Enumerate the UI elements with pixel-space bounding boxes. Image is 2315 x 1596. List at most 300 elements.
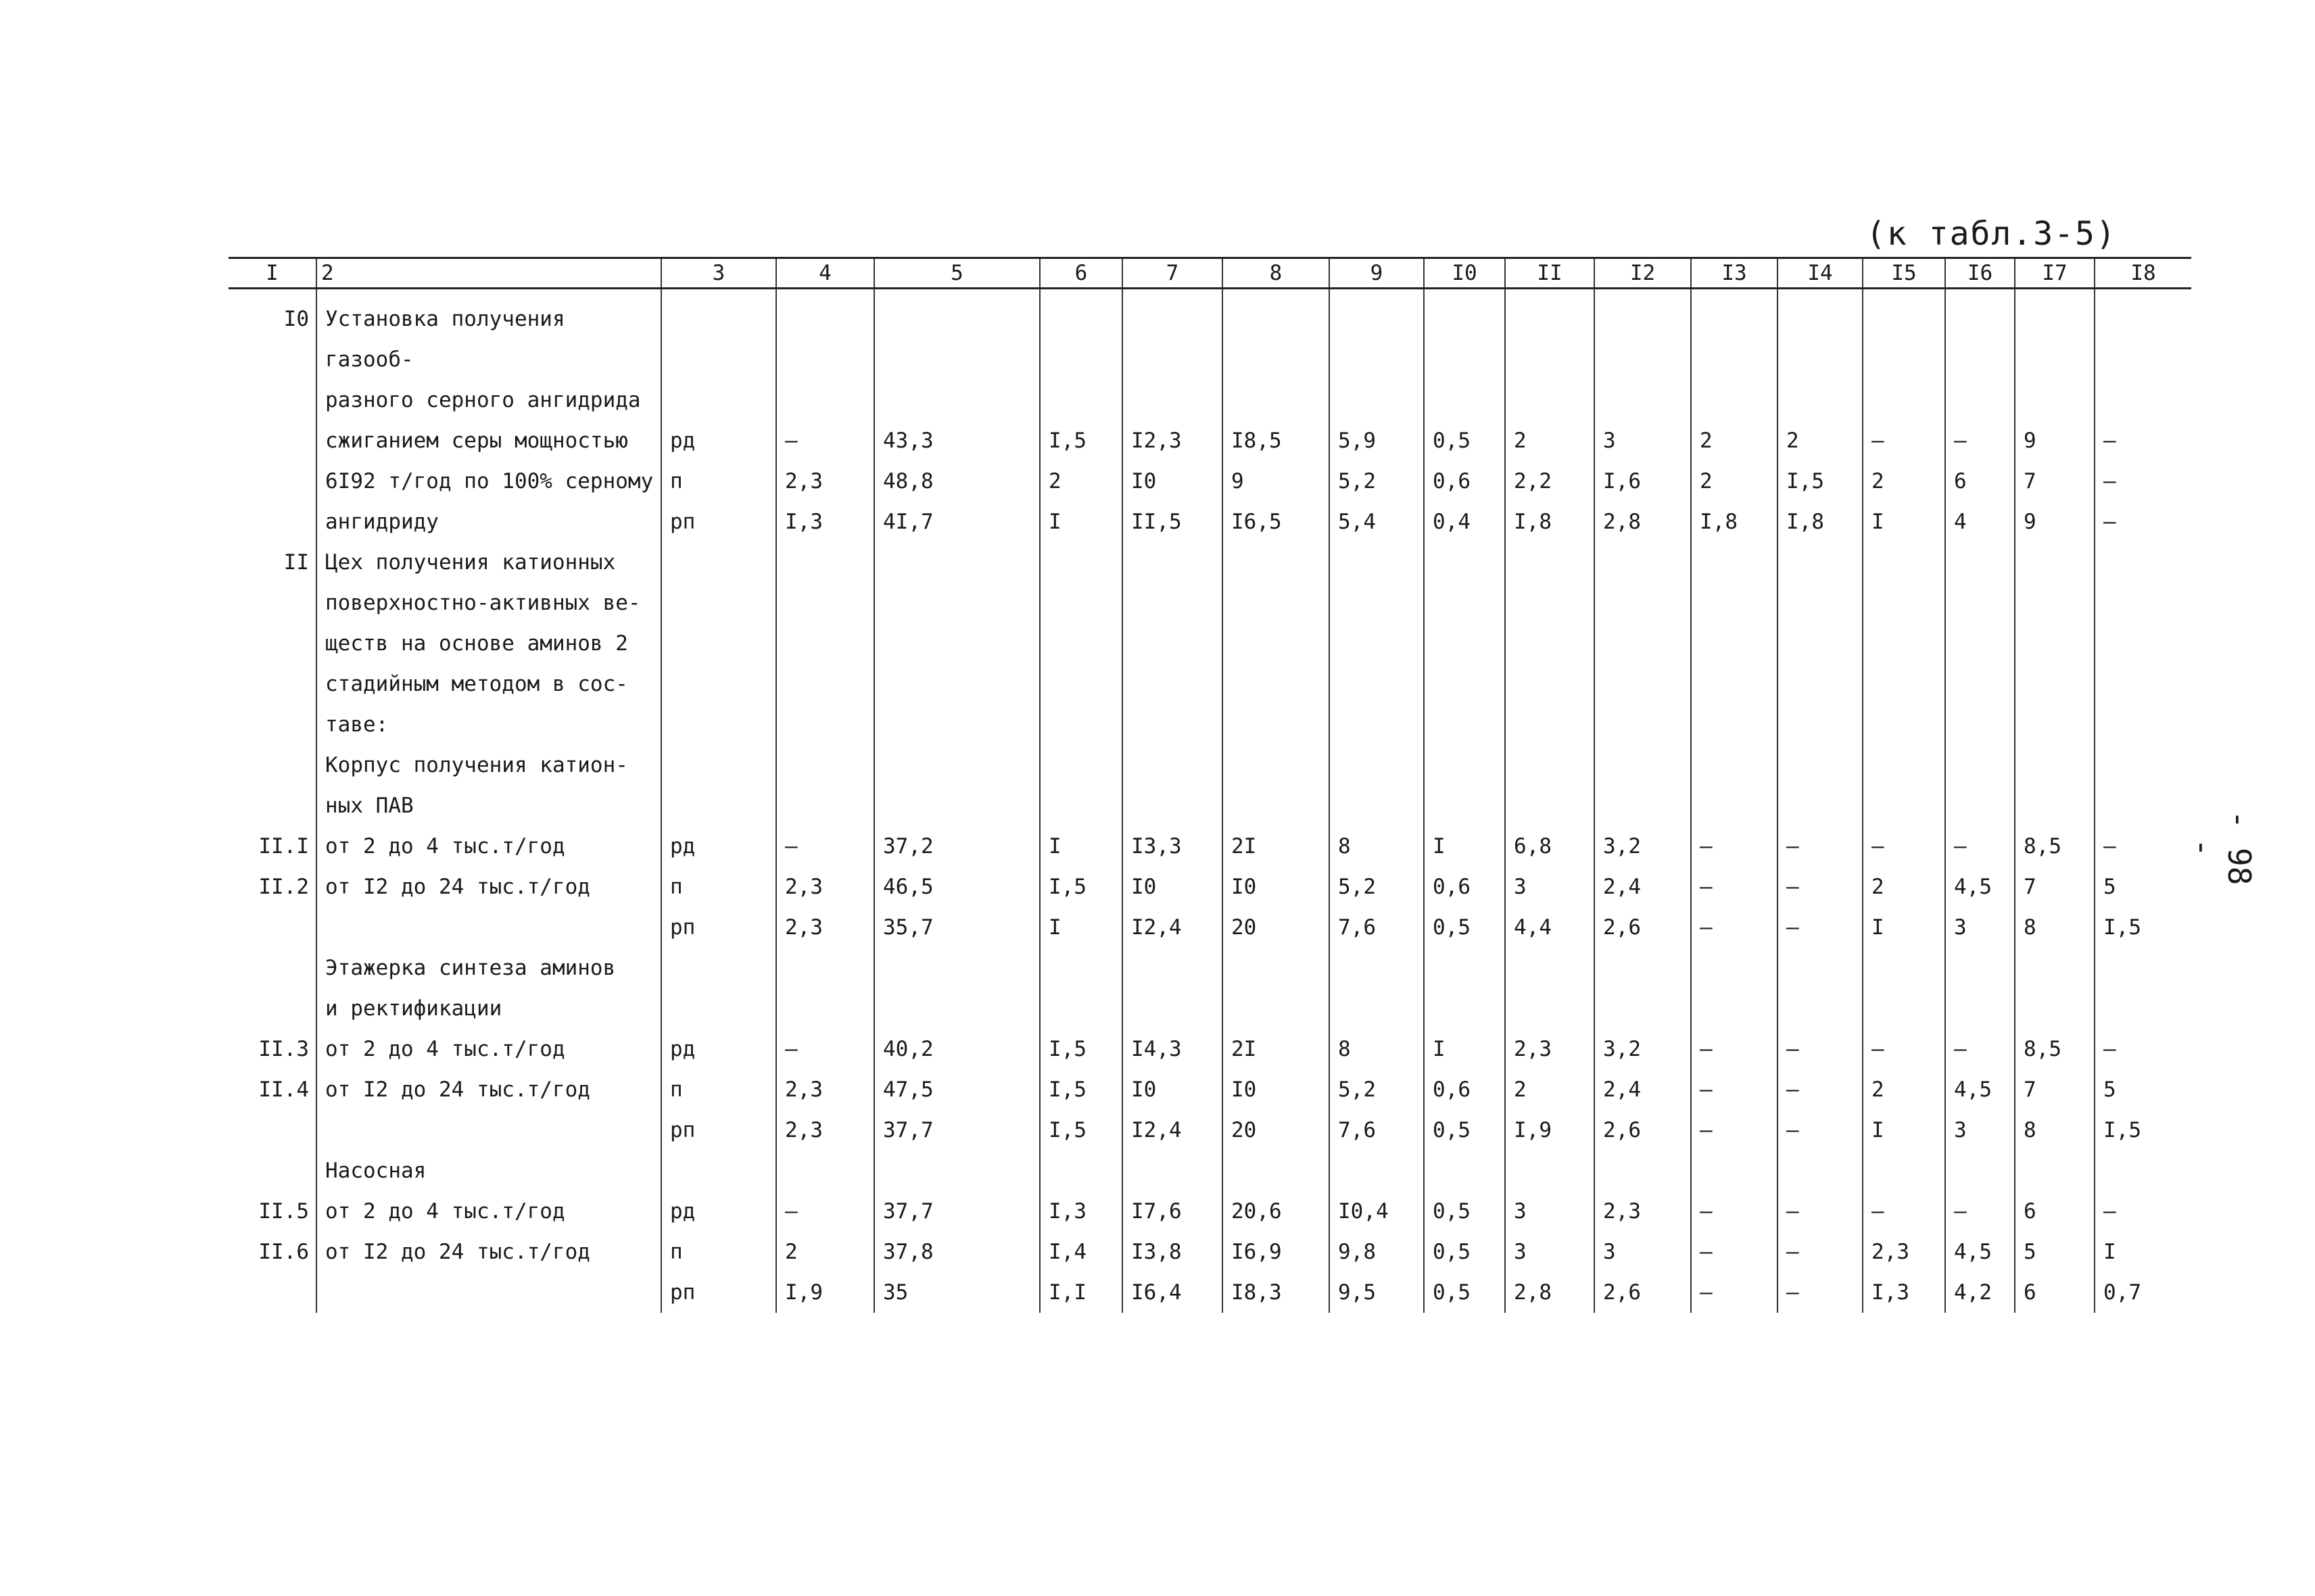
value-cell: 9 [2015, 420, 2095, 461]
value-cell: 7,6 [1329, 907, 1424, 948]
value-cell: 4,5 [1945, 867, 2015, 907]
spacer-cell [1691, 289, 1777, 299]
row-description: от 2 до 4 тыс.т/год [316, 826, 661, 867]
value-cell: 2,4 [1594, 867, 1691, 907]
value-cell: 0,5 [1424, 1272, 1505, 1313]
value-cell: 3 [1505, 1191, 1594, 1232]
value-cell: 48,8 [874, 461, 1040, 502]
value-cell: рд [661, 1029, 776, 1069]
value-cell: I,9 [776, 1272, 874, 1313]
value-cell: 8 [1329, 826, 1424, 867]
empty-cell [1691, 542, 1777, 826]
empty-cell [661, 1151, 776, 1191]
value-cell: I,5 [1040, 1069, 1122, 1110]
row-description [316, 907, 661, 948]
empty-cell [874, 1151, 1040, 1191]
value-cell: I,5 [1040, 867, 1122, 907]
value-cell: – [1945, 1029, 2015, 1069]
row-number: II.5 [258, 1199, 309, 1224]
value-cell: II,5 [1122, 502, 1222, 542]
row-description: сжиганием серы мощностью [316, 420, 661, 461]
value-cell: I0 [1222, 1069, 1329, 1110]
row-number: II.I [258, 834, 309, 859]
spacer-cell [2095, 289, 2191, 299]
value-cell: п [661, 1232, 776, 1272]
empty-cell [1863, 542, 1945, 826]
value-cell: – [2095, 826, 2191, 867]
value-cell: – [1863, 1191, 1945, 1232]
value-cell: – [1777, 1272, 1863, 1313]
table-body [229, 289, 2191, 1313]
value-cell: – [2095, 1191, 2191, 1232]
spacer-cell [1329, 289, 1424, 299]
empty-cell [1945, 1151, 2015, 1191]
empty-cell [1777, 299, 1863, 420]
value-cell: рд [661, 420, 776, 461]
value-cell: 20 [1222, 1110, 1329, 1151]
empty-cell [1040, 948, 1122, 1029]
value-cell: 37,2 [874, 826, 1040, 867]
value-cell: рп [661, 1110, 776, 1151]
value-cell: 2 [1040, 461, 1122, 502]
empty-cell [1505, 948, 1594, 1029]
row-number [229, 948, 316, 1029]
value-cell: I [2095, 1232, 2191, 1272]
value-cell: 2,2 [1505, 461, 1594, 502]
value-cell: 8,5 [2015, 826, 2095, 867]
row-description: от I2 до 24 тыс.т/год [316, 867, 661, 907]
value-cell: 0,6 [1424, 867, 1505, 907]
empty-cell [874, 542, 1040, 826]
value-cell: 2,6 [1594, 1272, 1691, 1313]
spacer-cell [1777, 289, 1863, 299]
value-cell: 2,6 [1594, 1110, 1691, 1151]
value-cell: I,4 [1040, 1232, 1122, 1272]
value-cell: 8 [2015, 907, 2095, 948]
value-cell: 35,7 [874, 907, 1040, 948]
value-cell: 5,2 [1329, 1069, 1424, 1110]
value-cell: 4,5 [1945, 1069, 2015, 1110]
value-cell: 3 [1945, 1110, 2015, 1151]
value-cell: I [1424, 826, 1505, 867]
value-cell: I0 [1122, 867, 1222, 907]
column-header: 4 [776, 258, 874, 289]
empty-cell [1863, 299, 1945, 420]
table-row [229, 1151, 2191, 1191]
empty-cell [776, 299, 874, 420]
description-line: таве: [325, 712, 389, 737]
value-cell: – [1691, 1069, 1777, 1110]
table-row [229, 948, 2191, 1029]
table-row [229, 1029, 2191, 1069]
value-cell: 20,6 [1222, 1191, 1329, 1232]
value-cell: I8,3 [1222, 1272, 1329, 1313]
row-number [229, 420, 316, 461]
description-line: Установка получения газооб- [325, 307, 565, 372]
column-header: 5 [874, 258, 1040, 289]
empty-cell [1594, 299, 1691, 420]
value-cell: – [1863, 420, 1945, 461]
empty-cell [1122, 299, 1222, 420]
row-description [316, 299, 661, 420]
empty-cell [1691, 1151, 1777, 1191]
empty-cell [874, 948, 1040, 1029]
table-row [229, 1272, 2191, 1313]
table-row [229, 461, 2191, 502]
description-line: разного серного ангидрида [325, 388, 641, 412]
column-header: 6 [1040, 258, 1122, 289]
description-line: ществ на основе аминов 2 [325, 631, 628, 656]
empty-cell [874, 299, 1040, 420]
empty-cell [1945, 542, 2015, 826]
column-header: 7 [1122, 258, 1222, 289]
value-cell: 4I,7 [874, 502, 1040, 542]
value-cell: I0 [1222, 867, 1329, 907]
empty-cell [1505, 299, 1594, 420]
empty-cell [1945, 299, 2015, 420]
description-line: стадийным методом в сос- [325, 672, 628, 696]
table-row [229, 420, 2191, 461]
row-description: ангидриду [316, 502, 661, 542]
value-cell: 2 [1777, 420, 1863, 461]
spacer-cell [1505, 289, 1594, 299]
description-line: Цех получения катионных [325, 550, 616, 575]
column-header: 2 [316, 258, 661, 289]
table-row [229, 826, 2191, 867]
row-number [229, 907, 316, 948]
row-number: II.4 [258, 1078, 309, 1102]
spacer-cell [1863, 289, 1945, 299]
value-cell: I,I [1040, 1272, 1122, 1313]
value-cell: 2,3 [776, 867, 874, 907]
value-cell: I8,5 [1222, 420, 1329, 461]
spacer-cell [316, 289, 661, 299]
value-cell: – [776, 1029, 874, 1069]
row-description: от I2 до 24 тыс.т/год [316, 1069, 661, 1110]
value-cell: – [1863, 826, 1945, 867]
empty-cell [2015, 948, 2095, 1029]
value-cell: 2 [1691, 420, 1777, 461]
value-cell: – [1777, 1191, 1863, 1232]
value-cell: 9 [1222, 461, 1329, 502]
row-description [316, 948, 661, 1029]
value-cell: I [1863, 1110, 1945, 1151]
value-cell: I,5 [1040, 420, 1122, 461]
value-cell: рп [661, 1272, 776, 1313]
value-cell: 2 [1863, 461, 1945, 502]
empty-cell [1777, 1151, 1863, 1191]
value-cell: 2,8 [1505, 1272, 1594, 1313]
value-cell: 2 [1505, 1069, 1594, 1110]
value-cell: 0,6 [1424, 1069, 1505, 1110]
empty-cell [1424, 948, 1505, 1029]
value-cell: 7,6 [1329, 1110, 1424, 1151]
value-cell: 0,4 [1424, 502, 1505, 542]
value-cell: 5,9 [1329, 420, 1424, 461]
empty-cell [1863, 1151, 1945, 1191]
value-cell: 4,2 [1945, 1272, 2015, 1313]
value-cell: 7 [2015, 867, 2095, 907]
spacer-cell [1222, 289, 1329, 299]
description-line: ных ПАВ [325, 794, 414, 818]
row-description [316, 1110, 661, 1151]
value-cell: рд [661, 1191, 776, 1232]
value-cell: – [1691, 867, 1777, 907]
table-row [229, 299, 2191, 420]
value-cell: 2,3 [1594, 1191, 1691, 1232]
value-cell: I [1863, 502, 1945, 542]
empty-cell [1505, 1151, 1594, 1191]
column-header: I3 [1691, 258, 1777, 289]
empty-cell [661, 299, 776, 420]
value-cell: 0,5 [1424, 907, 1505, 948]
value-cell: – [1777, 867, 1863, 907]
value-cell: 2,3 [776, 461, 874, 502]
value-cell: – [1945, 1191, 2015, 1232]
spacer-cell [1040, 289, 1122, 299]
value-cell: I [1424, 1029, 1505, 1069]
table-reference: (к табл.3-5) [1866, 215, 2117, 253]
value-cell: 3 [1594, 420, 1691, 461]
empty-cell [661, 948, 776, 1029]
spacer-cell [229, 289, 316, 299]
empty-cell [1777, 542, 1863, 826]
value-cell: I2,3 [1122, 420, 1222, 461]
value-cell: I7,6 [1122, 1191, 1222, 1232]
empty-cell [1505, 542, 1594, 826]
empty-cell [2095, 1151, 2191, 1191]
empty-cell [1329, 542, 1424, 826]
value-cell: 4,4 [1505, 907, 1594, 948]
row-number: II.3 [258, 1037, 309, 1061]
table-row [229, 1110, 2191, 1151]
value-cell: 2 [1691, 461, 1777, 502]
empty-cell [776, 1151, 874, 1191]
column-header: I2 [1594, 258, 1691, 289]
value-cell: 4 [1945, 502, 2015, 542]
empty-cell [2015, 542, 2095, 826]
table-row [229, 1191, 2191, 1232]
empty-cell [1424, 1151, 1505, 1191]
value-cell: – [1945, 826, 2015, 867]
value-cell: 3,2 [1594, 1029, 1691, 1069]
empty-cell [2095, 542, 2191, 826]
description-line: Насосная [325, 1159, 427, 1183]
value-cell: 8 [1329, 1029, 1424, 1069]
spacer-cell [1122, 289, 1222, 299]
spacer-cell [661, 289, 776, 299]
spacer-cell [1594, 289, 1691, 299]
value-cell: – [1777, 1069, 1863, 1110]
row-description: от 2 до 4 тыс.т/год [316, 1029, 661, 1069]
value-cell: – [2095, 502, 2191, 542]
value-cell: – [1777, 1110, 1863, 1151]
value-cell: I,5 [2095, 1110, 2191, 1151]
empty-cell [2095, 299, 2191, 420]
value-cell: 2,3 [776, 907, 874, 948]
column-header: I4 [1777, 258, 1863, 289]
value-cell: 0,5 [1424, 1191, 1505, 1232]
column-header: I5 [1863, 258, 1945, 289]
value-cell: I,8 [1691, 502, 1777, 542]
column-header: I6 [1945, 258, 2015, 289]
value-cell: – [1777, 1232, 1863, 1272]
value-cell: 7 [2015, 461, 2095, 502]
empty-cell [1040, 542, 1122, 826]
value-cell: – [1691, 1110, 1777, 1151]
empty-cell [1122, 948, 1222, 1029]
row-number [229, 502, 316, 542]
value-cell: 2,4 [1594, 1069, 1691, 1110]
empty-cell [1329, 299, 1424, 420]
empty-cell [1424, 299, 1505, 420]
value-cell: 43,3 [874, 420, 1040, 461]
value-cell: – [1691, 826, 1777, 867]
empty-cell [1424, 542, 1505, 826]
empty-cell [2015, 1151, 2095, 1191]
empty-cell [1863, 948, 1945, 1029]
column-header: I [229, 258, 316, 289]
value-cell: 2 [776, 1232, 874, 1272]
row-number: II [283, 550, 309, 575]
column-header: 9 [1329, 258, 1424, 289]
empty-cell [2015, 299, 2095, 420]
value-cell: – [1691, 1191, 1777, 1232]
value-cell: 6 [2015, 1272, 2095, 1313]
value-cell: I [1863, 907, 1945, 948]
row-number [229, 1151, 316, 1191]
value-cell: I,5 [2095, 907, 2191, 948]
description-line: поверхностно-активных ве- [325, 591, 641, 615]
value-cell: п [661, 1069, 776, 1110]
value-cell: I,8 [1777, 502, 1863, 542]
value-cell: 9,8 [1329, 1232, 1424, 1272]
value-cell: I,3 [1863, 1272, 1945, 1313]
value-cell: I,3 [1040, 1191, 1122, 1232]
empty-cell [1222, 948, 1329, 1029]
value-cell: 2,8 [1594, 502, 1691, 542]
table-row [229, 907, 2191, 948]
value-cell: 20 [1222, 907, 1329, 948]
empty-cell [661, 542, 776, 826]
row-description: от I2 до 24 тыс.т/год [316, 1232, 661, 1272]
empty-cell [1222, 542, 1329, 826]
row-description [316, 542, 661, 826]
value-cell: 4,5 [1945, 1232, 2015, 1272]
table-row [229, 542, 2191, 826]
value-cell: 37,7 [874, 1191, 1040, 1232]
value-cell: – [1691, 1232, 1777, 1272]
column-header: I8 [2095, 258, 2191, 289]
description-line: Корпус получения катион- [325, 753, 628, 777]
spacer-cell [874, 289, 1040, 299]
value-cell: I6,5 [1222, 502, 1329, 542]
empty-cell [1222, 299, 1329, 420]
column-header: I0 [1424, 258, 1505, 289]
value-cell: 3 [1594, 1232, 1691, 1272]
value-cell: 5 [2095, 867, 2191, 907]
value-cell: 5,2 [1329, 867, 1424, 907]
data-table [229, 257, 2191, 1313]
value-cell: 6,8 [1505, 826, 1594, 867]
value-cell: – [1777, 826, 1863, 867]
row-number [229, 1272, 316, 1313]
value-cell: 6 [1945, 461, 2015, 502]
spacer-cell [1424, 289, 1505, 299]
value-cell: – [2095, 1029, 2191, 1069]
value-cell: 3 [1945, 907, 2015, 948]
value-cell: 0,5 [1424, 420, 1505, 461]
value-cell: I0 [1122, 1069, 1222, 1110]
value-cell: 3 [1505, 1232, 1594, 1272]
value-cell: 5 [2015, 1232, 2095, 1272]
empty-cell [1222, 1151, 1329, 1191]
empty-cell [1691, 948, 1777, 1029]
table-row [229, 1232, 2191, 1272]
spacer-cell [2015, 289, 2095, 299]
value-cell: 2 [1863, 867, 1945, 907]
value-cell: 0,6 [1424, 461, 1505, 502]
value-cell: – [776, 420, 874, 461]
value-cell: 37,7 [874, 1110, 1040, 1151]
value-cell: 2 [1863, 1069, 1945, 1110]
empty-cell [1040, 1151, 1122, 1191]
value-cell: I6,4 [1122, 1272, 1222, 1313]
value-cell: 8,5 [2015, 1029, 2095, 1069]
value-cell: I [1040, 907, 1122, 948]
value-cell: 0,5 [1424, 1232, 1505, 1272]
empty-cell [1594, 948, 1691, 1029]
empty-cell [1329, 948, 1424, 1029]
table-row [229, 502, 2191, 542]
empty-cell [1691, 299, 1777, 420]
value-cell: 46,5 [874, 867, 1040, 907]
value-cell: – [1691, 1272, 1777, 1313]
value-cell: рд [661, 826, 776, 867]
value-cell: 2I [1222, 1029, 1329, 1069]
empty-cell [776, 948, 874, 1029]
value-cell: I0 [1122, 461, 1222, 502]
value-cell: 37,8 [874, 1232, 1040, 1272]
value-cell: I,5 [1040, 1029, 1122, 1069]
row-number [229, 1110, 316, 1151]
value-cell: п [661, 461, 776, 502]
column-header: 3 [661, 258, 776, 289]
table-row [229, 867, 2191, 907]
row-description: от 2 до 4 тыс.т/год [316, 1191, 661, 1232]
value-cell: I,5 [1777, 461, 1863, 502]
row-number [229, 461, 316, 502]
value-cell: 3 [1505, 867, 1594, 907]
value-cell: 5,4 [1329, 502, 1424, 542]
value-cell: 0,7 [2095, 1272, 2191, 1313]
value-cell: I3,3 [1122, 826, 1222, 867]
value-cell: I,8 [1505, 502, 1594, 542]
value-cell: 0,5 [1424, 1110, 1505, 1151]
empty-cell [1945, 948, 2015, 1029]
page-number: - 98 - [2185, 810, 2258, 886]
value-cell: – [776, 1191, 874, 1232]
value-cell: I6,9 [1222, 1232, 1329, 1272]
row-description: 6I92 т/год по 100% серному [316, 461, 661, 502]
value-cell: I4,3 [1122, 1029, 1222, 1069]
value-cell: 2,3 [776, 1110, 874, 1151]
row-description [316, 1272, 661, 1313]
description-line: и ректификации [325, 996, 502, 1021]
header-row [229, 258, 2191, 289]
value-cell: I2,4 [1122, 907, 1222, 948]
spacer-cell [1945, 289, 2015, 299]
